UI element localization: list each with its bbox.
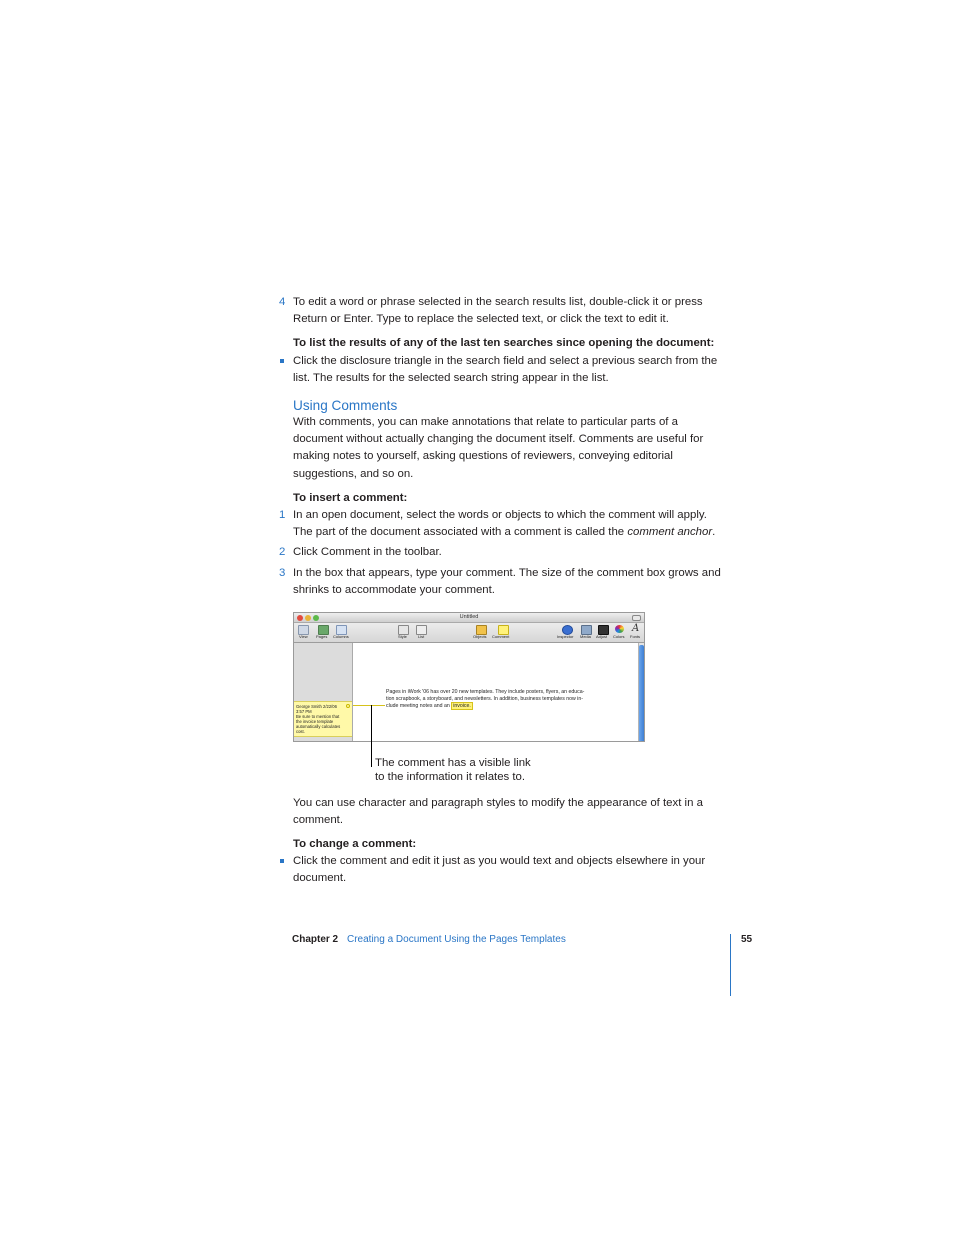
figure-caption	[375, 756, 545, 784]
last-ten-heading: To list the results of any of the last ten searches since opening the document:	[293, 337, 715, 349]
callout-line	[371, 705, 372, 767]
step-1-period: .	[712, 526, 716, 538]
footer-chapter: Chapter 2	[292, 934, 339, 945]
doc-line-1: Pages in iWork '06 has over 20 new templates. They include posters, flyers, an educa-	[386, 689, 585, 695]
pages-window-screenshot	[293, 612, 645, 742]
bullet-marker	[280, 859, 284, 863]
fonts-icon[interactable]: A	[632, 623, 640, 634]
footer-chapter-title: Creating a Document Using the Pages Templates	[347, 934, 566, 945]
comment-close-icon[interactable]	[346, 704, 350, 708]
vertical-scrollbar[interactable]	[638, 643, 644, 742]
step-4-line-1: To edit a word or phrase selected in the search results list, double-click it or press	[293, 296, 703, 308]
step-number: 3	[279, 567, 286, 579]
colors-icon[interactable]	[615, 625, 624, 633]
step-number: 2	[279, 546, 286, 558]
page-number: 55	[741, 934, 753, 945]
change-bullet-line-2: document.	[293, 872, 347, 884]
insert-step-1-line-1: In an open document, select the words or objects to which the comment will apply.	[293, 509, 707, 521]
comment-line: the invoice template	[296, 719, 334, 724]
comment-anchor-term: comment anchor	[627, 526, 713, 538]
footer-rule	[730, 934, 731, 996]
caption-line-1: The comment has a visible link	[375, 757, 531, 769]
toolbar-fonts-label[interactable]: Fonts	[630, 634, 641, 639]
toolbar	[294, 623, 644, 643]
insert-step-3-line-1: In the box that appears, type your comment. The size of the comment box grows and	[293, 567, 721, 579]
toolbar-columns-label[interactable]: Columns	[333, 634, 349, 639]
toolbar-pages-label[interactable]: Pages	[316, 634, 328, 639]
insert-heading: To insert a comment:	[293, 492, 408, 504]
step-number: 1	[279, 509, 286, 521]
comment-link-line	[353, 705, 385, 706]
doc-line-3	[386, 703, 608, 710]
window-title: Untitled	[459, 614, 479, 620]
toolbar-adjust-label[interactable]: Adjust	[596, 634, 608, 639]
intro-line-4: suggestions, and so on.	[293, 468, 414, 480]
toolbar-toggle-button[interactable]	[632, 615, 641, 621]
styles-para-line-2: comment.	[293, 814, 344, 826]
document-body-text[interactable]	[386, 689, 608, 710]
last-ten-bullet-line-1: Click the disclosure triangle in the search field and select a previous search from the	[293, 355, 718, 367]
comment-line: Be sure to mention that	[296, 714, 340, 719]
change-bullet-line-1: Click the comment and edit it just as you would text and objects elsewhere in your	[293, 855, 706, 867]
intro-line-1: With comments, you can make annotations that relate to particular parts of a	[293, 416, 678, 428]
change-heading: To change a comment:	[293, 838, 417, 850]
comment-author-date: George Smith 2/22/06	[296, 704, 337, 709]
insert-step-2: Click Comment in the toolbar.	[293, 546, 442, 558]
toolbar-view-label[interactable]: View	[299, 634, 308, 639]
doc-line-3-text: clude meeting notes and an	[386, 703, 452, 709]
comment-line: automatically calculates	[296, 724, 341, 729]
insert-step-3-line-2: shrinks to accommodate your comment.	[293, 584, 495, 596]
toolbar-style-label[interactable]: Style	[398, 634, 407, 639]
comment-time: 3:57 PM	[296, 709, 312, 714]
step-number: 4	[279, 296, 286, 308]
comment-anchor-highlight[interactable]: invoice.	[453, 703, 471, 709]
toolbar-media-label[interactable]: Media	[580, 634, 591, 639]
comment-line: cost.	[296, 729, 305, 734]
step-4-line-2: Return or Enter. Type to replace the selected text, or click the text to edit it.	[293, 313, 669, 325]
toolbar-objects-label[interactable]: Objects	[473, 634, 487, 639]
scrollbar-thumb[interactable]	[639, 645, 644, 742]
toolbar-comment-label[interactable]: Comment	[492, 634, 510, 639]
styles-para-line-1: You can use character and paragraph styles to modify the appearance of text in a	[293, 797, 703, 809]
toolbar-list-label[interactable]: List	[418, 634, 425, 639]
comment-box[interactable]	[294, 701, 352, 737]
toolbar-inspector-label[interactable]: Inspector	[557, 634, 574, 639]
step-1-text: The part of the document associated with a comment is called the	[293, 526, 628, 538]
intro-line-2: document without actually changing the document itself. Comments are useful for	[293, 433, 704, 445]
intro-line-3: making notes to yourself, asking questions of reviewers, conveying editorial	[293, 450, 673, 462]
toolbar-colors-label[interactable]: Colors	[613, 634, 625, 639]
bullet-marker	[280, 359, 284, 363]
window-titlebar	[294, 613, 644, 623]
section-title: Using Comments	[293, 398, 398, 413]
last-ten-bullet-line-2: list. The results for the selected search string appear in the list.	[293, 372, 609, 384]
insert-step-1-line-2	[293, 524, 733, 541]
caption-line-2: to the information it relates to.	[375, 771, 526, 783]
doc-line-2: tion scrapbook, a storyboard, and newsletters. In addition, business templates now in-	[386, 696, 583, 702]
